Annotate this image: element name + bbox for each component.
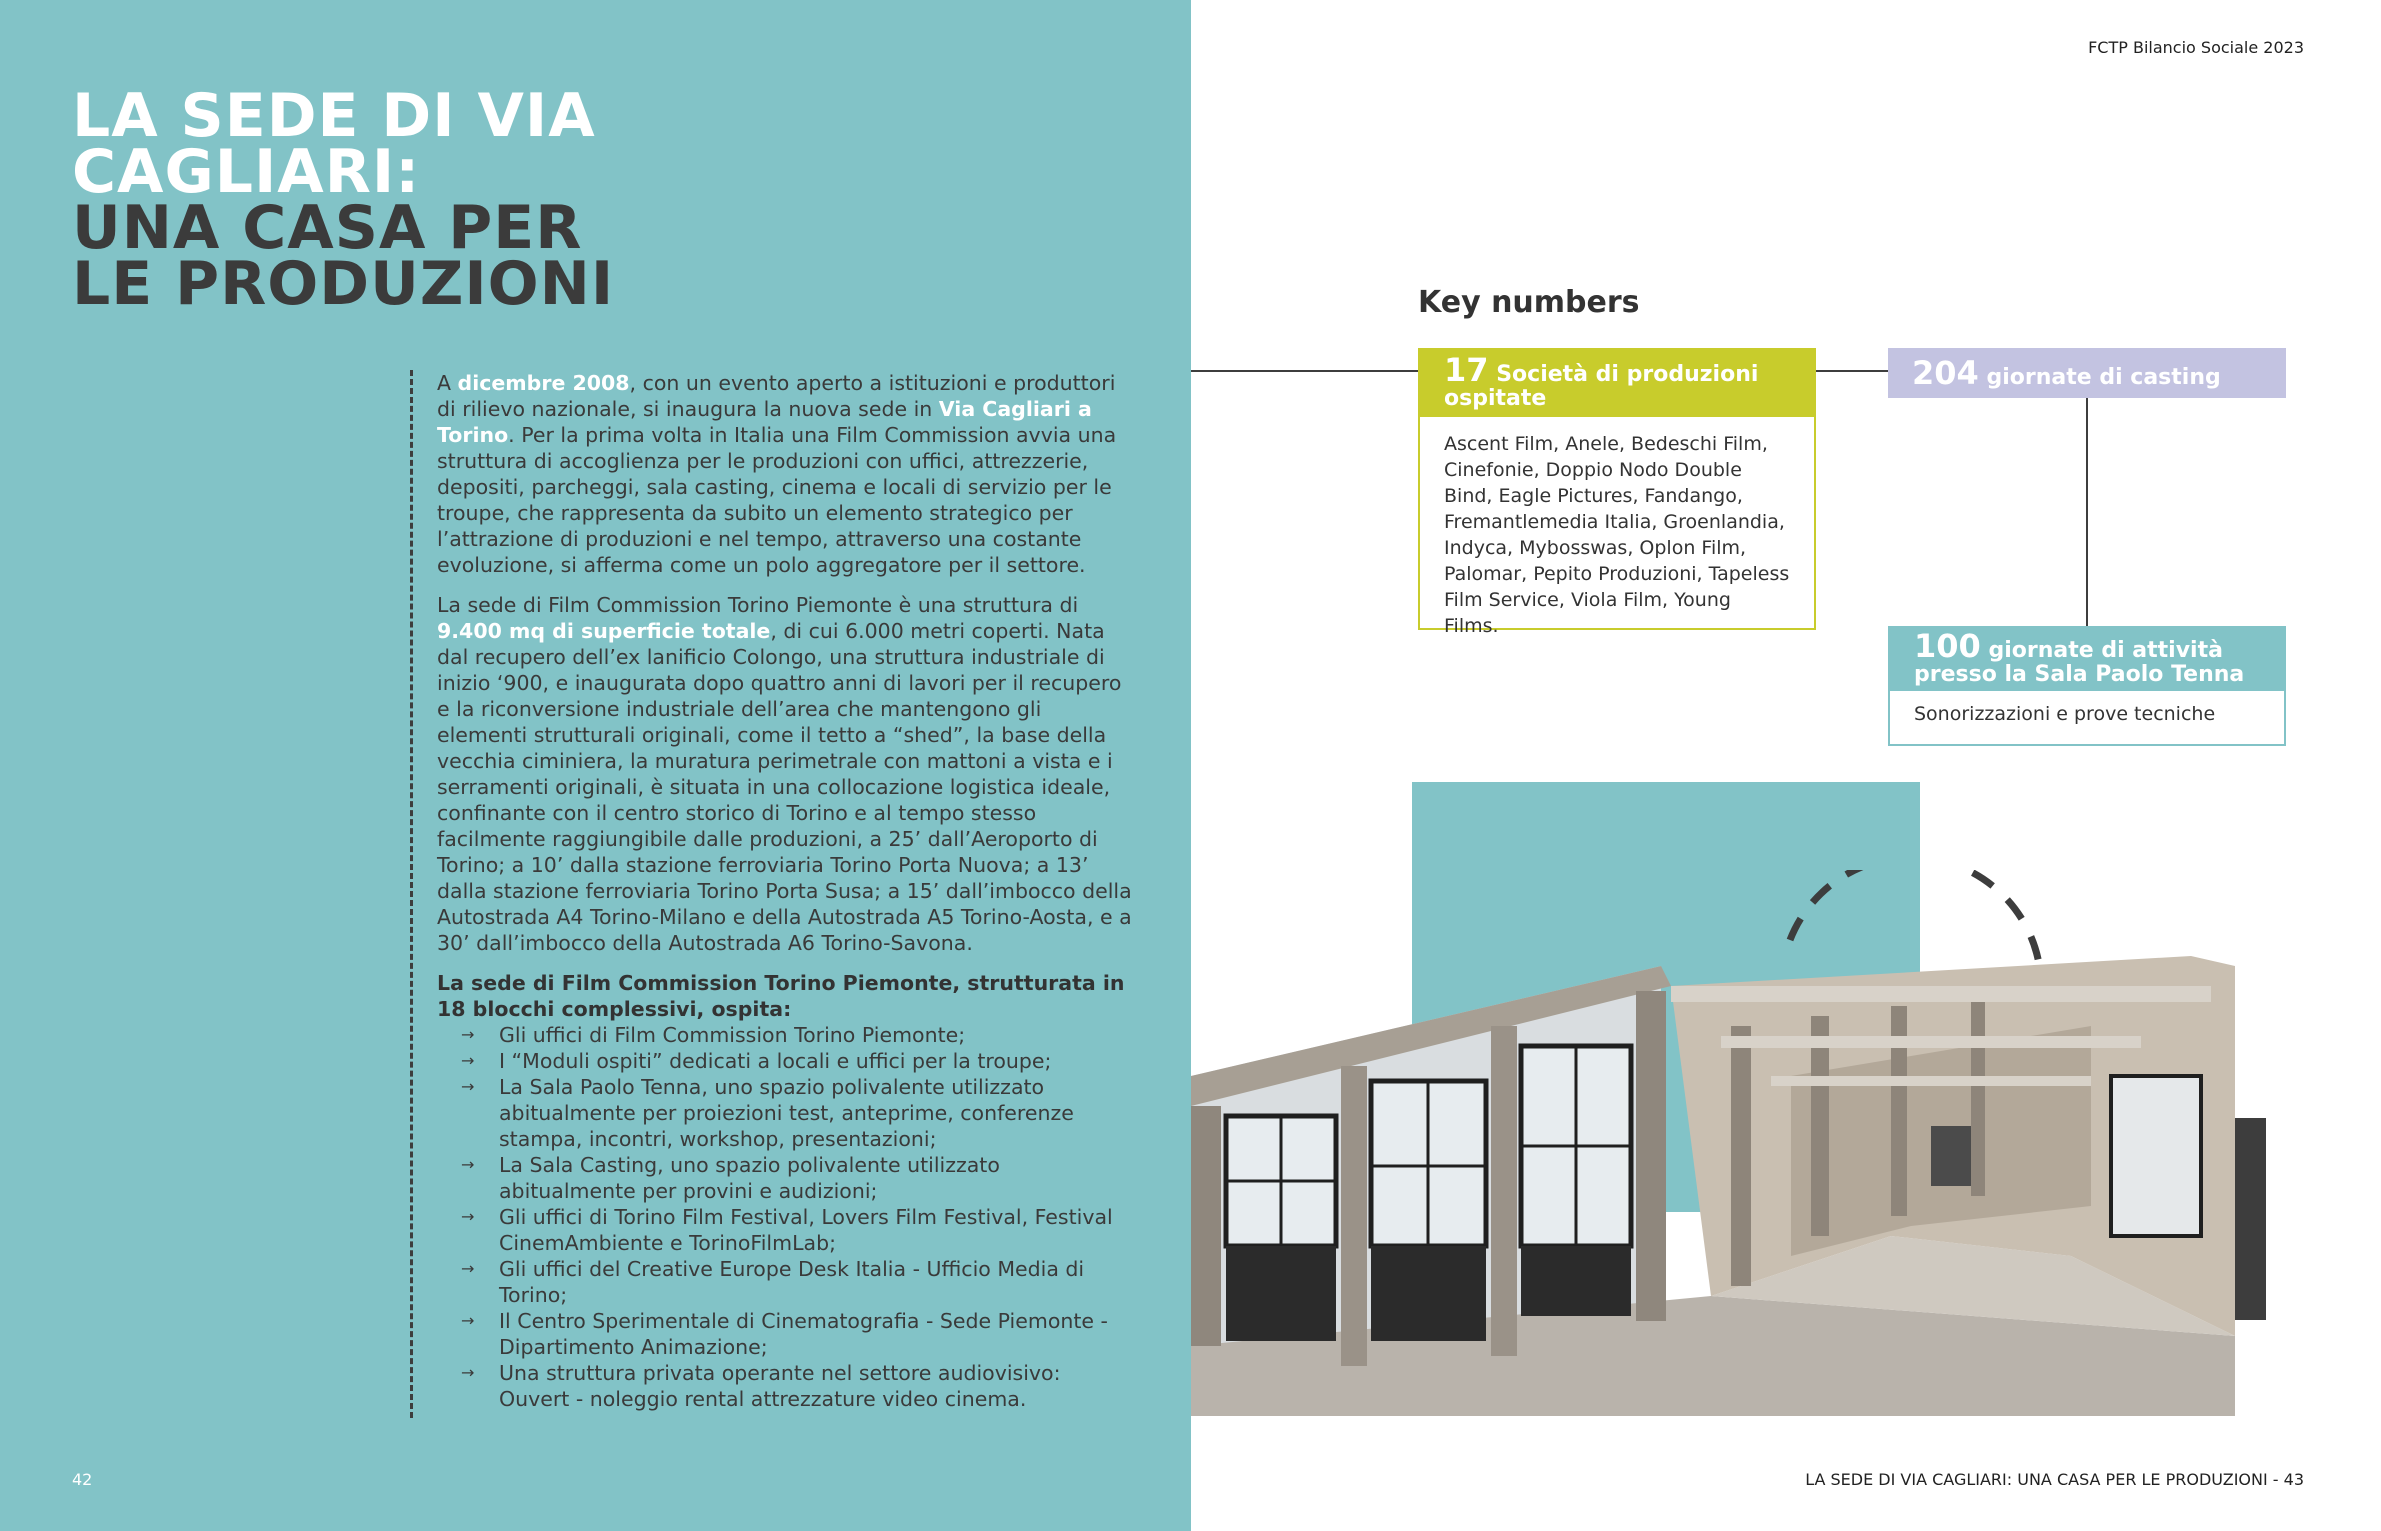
arrow-icon: → [461,1207,475,1226]
stat-label: giornate di casting [1986,365,2221,390]
paragraph-intro [437,370,1137,578]
list-item-text: I “Moduli ospiti” dedicati a locali e uffici per la troupe; [499,1049,1052,1073]
text-span: , con un evento aperto a istituzioni e produttori di rilievo nazionale, si inaugura la nuova sede in [437,371,1116,421]
list-item [437,1256,1137,1308]
stat-number: 17 [1444,351,1489,389]
paragraph-description [437,592,1137,956]
list-item-text: La Sala Casting, uno spazio polivalente utilizzato abitualmente per provini e audizioni; [499,1153,1000,1203]
running-header: FCTP Bilancio Sociale 2023 [2088,38,2304,57]
stat-body: Ascent Film, Anele, Bedeschi Film, Cinefonie, Doppio Nodo Double Bind, Eagle Pictures, Fandango, Fremantlemedia Italia, Groenlandia, Indyca, Mybosswas, Oplon Film, Palomar, Pepito Produzioni, Tapeless Film Service, Viola Film, Young Films. [1444,433,1790,637]
list-item-text: Gli uffici del Creative Europe Desk Italia - Ufficio Media di Torino; [499,1257,1085,1307]
stat-label: Società di produzioni ospitate [1444,362,1759,411]
stat-number: 204 [1912,354,1979,392]
connector-line [1191,370,1420,372]
facilities-list [437,1022,1137,1412]
stat-number: 100 [1914,627,1981,665]
list-item-text: Il Centro Sperimentale di Cinematografia - Sede Piemonte - Dipartimento Animazione; [499,1309,1108,1359]
running-footer: LA SEDE DI VIA CAGLIARI: UNA CASA PER LE PRODUZIONI - 43 [1805,1470,2304,1489]
stat-box-sala-paolo-tenna [1888,626,2286,746]
title-line: UNA CASA PER [72,193,583,263]
stat-box-casting [1888,348,2286,398]
arrow-icon: → [461,1311,475,1330]
title-line: LA SEDE DI VIA [72,81,596,151]
list-item [437,1204,1137,1256]
building-photo [1191,876,2235,1416]
stat-box-productions [1418,348,1816,637]
stat-label: giornate di attività [1988,638,2223,663]
stat-header [1890,628,2284,691]
arrow-icon: → [461,1363,475,1382]
page-number: 42 [72,1470,93,1489]
list-item [437,1360,1137,1412]
page-title [72,81,615,319]
stat-label: presso la Sala Paolo Tenna [1914,662,2245,687]
list-item [437,1048,1137,1074]
arrow-icon: → [461,1259,475,1278]
stat-header [1420,350,1814,417]
text-span: , di cui 6.000 metri coperti. Nata dal recupero dell’ex lanificio Colongo, una struttura industriale di inizio ‘900, e inaugurata dopo quattro anni di lavori per il recupero e la riconversione industriale dell’area che mantengono gli elementi strutturali originali, come il tetto a “shed”, la base della vecchia ciminiera, la muratura perimetrale con mattoni a vista e i serramenti originali, è situata in una collocazione logistica ideale, confinante con il centro storico di Torino e al tempo stesso facilmente raggiungibile dalle produzioni, a 25’ dall’Aeroporto di Torino; a 10’ dalla stazione ferroviaria Torino Porta Nuova; a 13’ dalla stazione ferroviaria Torino Porta Susa; a 15’ dall’imbocco della Autostrada A4 Torino-Milano e della Autostrada A5 Torino-Aosta, e a 30’ dall’imbocco della Autostrada A6 Torino-Savona. [437,619,1132,955]
text-span: A [437,371,458,395]
arrow-icon: → [461,1051,475,1070]
arrow-icon: → [461,1155,475,1174]
highlight-surface: 9.400 mq di superficie totale [437,619,771,643]
list-item [437,1308,1137,1360]
arrow-icon: → [461,1025,475,1044]
title-line: CAGLIARI: [72,137,421,207]
list-item-text: Una struttura privata operante nel settore audiovisivo: Ouvert - noleggio rental attrezzature video cinema. [499,1361,1061,1411]
text-span: La sede di Film Commission Torino Piemonte è una struttura di [437,593,1079,617]
list-item [437,1022,1137,1048]
stat-body: Sonorizzazioni e prove tecniche [1914,703,2216,725]
list-item-text: Gli uffici di Film Commission Torino Piemonte; [499,1023,966,1047]
connector-line [1816,370,1888,372]
key-numbers-title: Key numbers [1418,285,1640,320]
arrow-icon: → [461,1077,475,1096]
list-intro: La sede di Film Commission Torino Piemonte, strutturata in 18 blocchi complessivi, ospita: [437,971,1125,1021]
highlight-location: Via Cagliari a Torino [437,397,1092,447]
list-item [437,1074,1137,1152]
body-text [437,370,1137,1412]
title-line: LE PRODUZIONI [72,249,615,319]
text-span: . Per la prima volta in Italia una Film Commission avvia una struttura di accoglienza per le produzioni con uffici, attrezzerie, depositi, parcheggi, sala casting, cinema e locali di servizio per le troupe, che rappresenta da subito un elemento strategico per l’attrazione di produzioni e nel tempo, attraverso una costante evoluzione, si afferma come un polo aggregatore per il settore. [437,423,1117,577]
list-item-text: Gli uffici di Torino Film Festival, Lovers Film Festival, Festival CinemAmbiente e TorinoFilmLab; [499,1205,1113,1255]
list-item-text: La Sala Paolo Tenna, uno spazio polivalente utilizzato abitualmente per proiezioni test, anteprime, conferenze stampa, incontri, workshop, presentazioni; [499,1075,1074,1151]
highlight-date: dicembre 2008 [457,371,630,395]
connector-line [2086,398,2088,626]
list-item [437,1152,1137,1204]
body-text-column [410,370,1133,1418]
